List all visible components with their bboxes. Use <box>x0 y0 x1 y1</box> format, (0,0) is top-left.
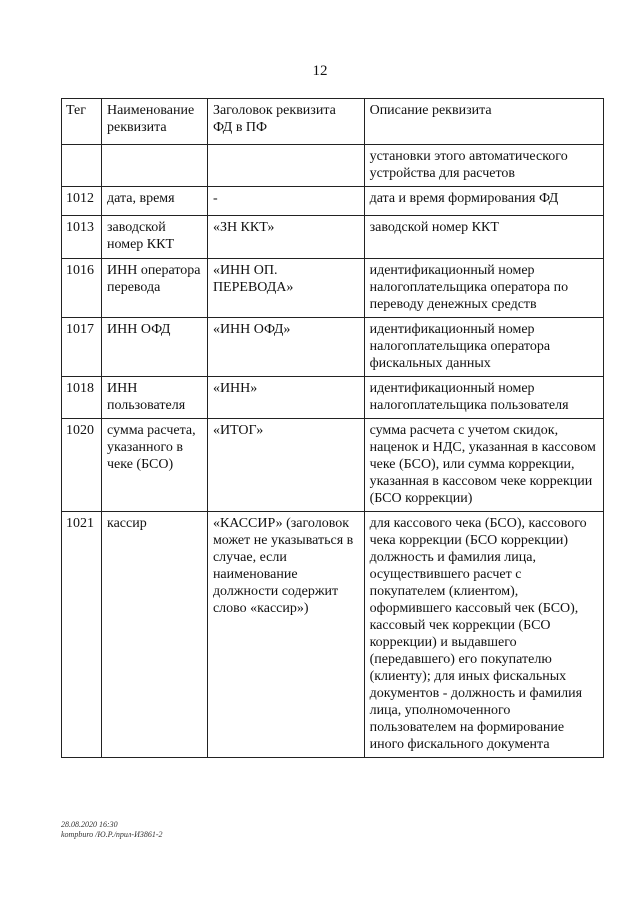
page-number: 12 <box>312 63 328 79</box>
table-row <box>62 187 604 216</box>
cell-heading: «КАССИР» (заголовок может не указываться в случае, если наименование должности содержит слово «кассир») <box>207 512 364 758</box>
cell-name: сумма расчета, указанного в чеке (БСО) <box>101 419 207 512</box>
table-header-row <box>62 99 604 145</box>
table-row <box>62 259 604 318</box>
cell-name: ИНН оператора перевода <box>101 259 207 318</box>
cell-name: ИНН ОФД <box>101 318 207 377</box>
cell-name: заводской номер ККТ <box>101 216 207 259</box>
cell-heading: - <box>207 187 364 216</box>
table-row <box>62 419 604 512</box>
cell-tag: 1020 <box>62 419 102 512</box>
cell-description: заводской номер ККТ <box>364 216 603 259</box>
cell-name: кассир <box>101 512 207 758</box>
cell-heading: «ИНН ОП. ПЕРЕВОДА» <box>207 259 364 318</box>
cell-name <box>101 145 207 187</box>
cell-heading: «ИНН» <box>207 377 364 419</box>
cell-heading <box>207 145 364 187</box>
table-row <box>62 216 604 259</box>
cell-name: дата, время <box>101 187 207 216</box>
cell-heading: «ИТОГ» <box>207 419 364 512</box>
table-row <box>62 512 604 758</box>
cell-heading: «ИНН ОФД» <box>207 318 364 377</box>
cell-tag <box>62 145 102 187</box>
table-row <box>62 377 604 419</box>
cell-description: идентификационный номер налогоплательщика оператора по переводу денежных средств <box>364 259 603 318</box>
cell-description: сумма расчета с учетом скидок, наценок и НДС, указанная в кассовом чеке (БСО), или сумма коррекции, указанная в кассовом чеке коррекции (БСО коррекции) <box>364 419 603 512</box>
footer-file-ref: kompburo /Ю.Р./прил-И3861-2 <box>61 830 163 839</box>
header-name: Наименование реквизита <box>101 99 207 145</box>
cell-tag: 1012 <box>62 187 102 216</box>
header-description: Описание реквизита <box>364 99 603 145</box>
header-heading: Заголовок реквизита ФД в ПФ <box>207 99 364 145</box>
cell-heading: «ЗН ККТ» <box>207 216 364 259</box>
cell-description: установки этого автоматического устройства для расчетов <box>364 145 603 187</box>
cell-tag: 1017 <box>62 318 102 377</box>
cell-tag: 1016 <box>62 259 102 318</box>
cell-tag: 1018 <box>62 377 102 419</box>
document-footer <box>61 820 163 840</box>
table-row <box>62 145 604 187</box>
cell-description: идентификационный номер налогоплательщика оператора фискальных данных <box>364 318 603 377</box>
cell-description: для кассового чека (БСО), кассового чека коррекции (БСО коррекции) должность и фамилия лица, осуществившего расчет с покупателем (клиентом), оформившего кассовый чек (БСО), кассовый чек коррекции (БСО коррекции) и выдавшего (передавшего) его покупателю (клиенту); для иных фискальных документов - должность и фамилия лица, уполномоченного пользователем на формирование иного фискального документа <box>364 512 603 758</box>
cell-tag: 1021 <box>62 512 102 758</box>
cell-description: идентификационный номер налогоплательщика пользователя <box>364 377 603 419</box>
footer-timestamp: 28.08.2020 16:30 <box>61 820 118 829</box>
header-tag: Тег <box>62 99 102 145</box>
requisites-table <box>61 98 604 758</box>
cell-name: ИНН пользователя <box>101 377 207 419</box>
cell-description: дата и время формирования ФД <box>364 187 603 216</box>
table-row <box>62 318 604 377</box>
cell-tag: 1013 <box>62 216 102 259</box>
